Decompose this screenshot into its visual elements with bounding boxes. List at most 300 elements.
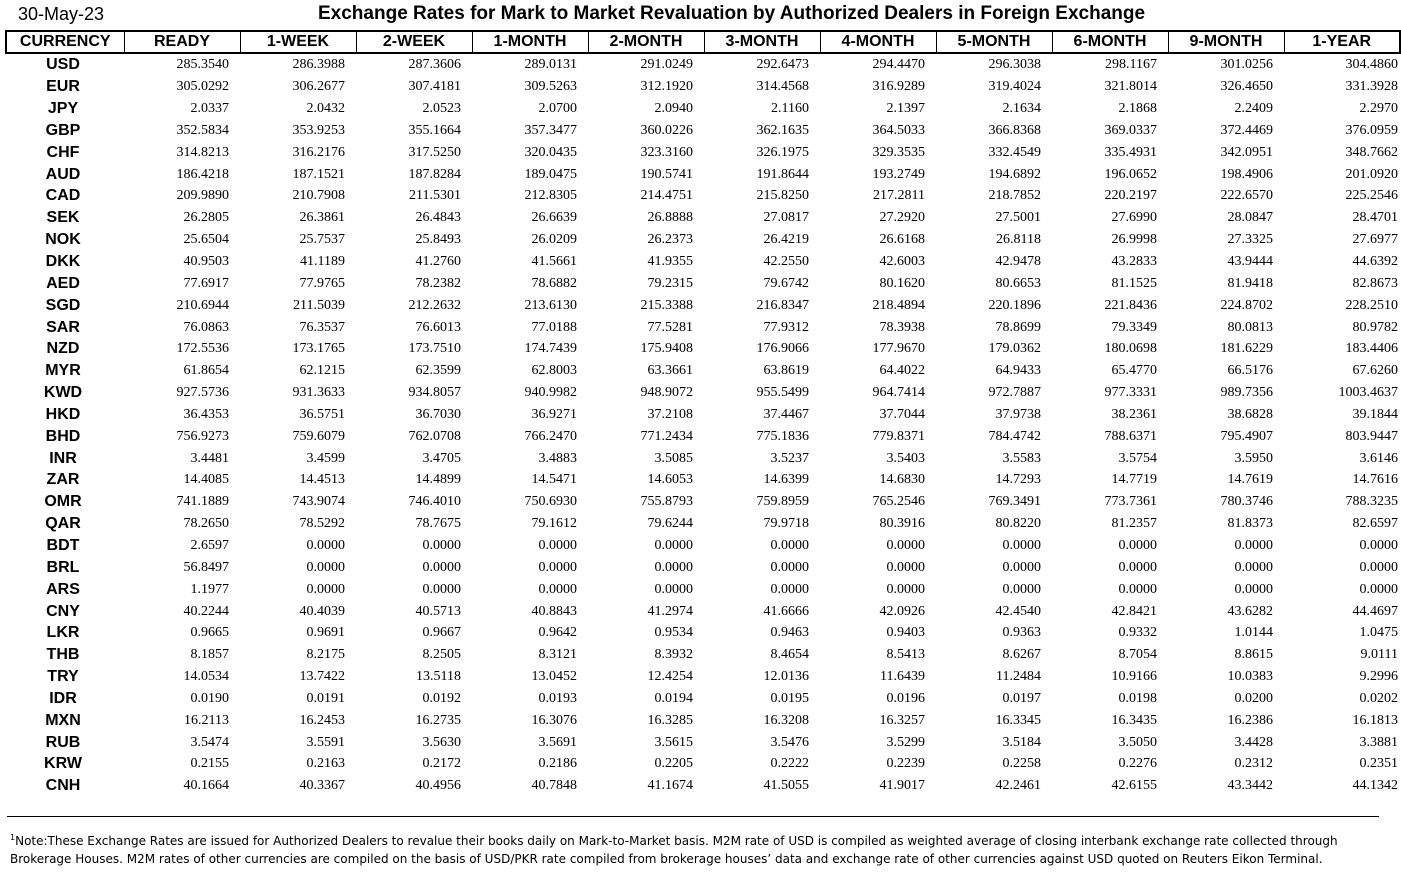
rate-value: 765.2546 xyxy=(872,494,925,510)
currency-code: EUR xyxy=(46,78,80,96)
rate-value: 0.0000 xyxy=(886,537,925,553)
rate-value: 41.6666 xyxy=(763,603,809,619)
rate-value: 0.2258 xyxy=(1002,756,1041,772)
rate-value: 36.7030 xyxy=(415,406,461,422)
rate-value: 0.0198 xyxy=(1118,690,1157,706)
table-row xyxy=(6,382,1400,404)
rate-value: 16.3076 xyxy=(531,712,577,728)
rate-value: 16.2735 xyxy=(415,712,461,728)
rate-value: 803.9447 xyxy=(1345,428,1398,444)
rate-value: 0.0193 xyxy=(538,690,577,706)
currency-code: TRY xyxy=(47,668,79,686)
rate-value: 41.9355 xyxy=(647,254,693,270)
table-row xyxy=(6,360,1400,382)
column-header: 1-MONTH xyxy=(472,31,588,53)
rate-value: 37.7044 xyxy=(879,406,925,422)
table-row xyxy=(6,622,1400,644)
rate-value: 759.8959 xyxy=(756,494,809,510)
column-header: 5-MONTH xyxy=(936,31,1052,53)
rate-value: 14.7616 xyxy=(1352,472,1398,488)
rate-value: 198.4906 xyxy=(1220,166,1273,182)
rate-value: 41.2760 xyxy=(415,254,461,270)
rate-value: 0.0000 xyxy=(1002,581,1041,597)
table-row xyxy=(6,556,1400,578)
rate-value: 3.5476 xyxy=(770,734,809,750)
rate-value: 784.4742 xyxy=(988,428,1041,444)
rate-value: 3.5691 xyxy=(538,734,577,750)
rate-value: 329.3535 xyxy=(872,144,925,160)
rate-value: 44.4697 xyxy=(1352,603,1398,619)
currency-code: SAR xyxy=(46,318,80,336)
rate-value: 2.0523 xyxy=(422,101,461,117)
rate-value: 332.4549 xyxy=(988,144,1041,160)
rate-value: 40.3367 xyxy=(299,778,345,794)
rate-value: 307.4181 xyxy=(408,79,461,95)
rate-value: 62.1215 xyxy=(299,363,345,379)
rate-value: 27.0817 xyxy=(763,210,809,226)
footnote xyxy=(10,829,1372,868)
rate-value: 37.2108 xyxy=(647,406,693,422)
table-row xyxy=(6,775,1400,797)
rate-value: 0.9332 xyxy=(1118,625,1157,641)
rate-value: 13.5118 xyxy=(416,669,461,685)
currency-code: GBP xyxy=(45,121,81,139)
rate-value: 0.2172 xyxy=(422,756,461,772)
footnote-marker: 1 xyxy=(10,833,16,842)
rate-value: 296.3038 xyxy=(988,57,1041,73)
rate-value: 0.9363 xyxy=(1002,625,1041,641)
rate-value: 16.3208 xyxy=(763,712,809,728)
footnote-text: Note:These Exchange Rates are issued for Authorized Dealers to revalue their books daily on Mark-to-Market basis. M2M rate of USD is compiled as weighted average of closing interbank exchange rate collected through Brokerage Houses. M2M rates of other currencies are compiled on the basis of USD/PKR rate compiled from brokerage houses’ data and exchange rate of other currencies against USD quoted on Reuters Eikon Terminal. xyxy=(10,834,1338,866)
currency-code: BDT xyxy=(46,536,80,554)
rate-value: 1.1977 xyxy=(190,581,229,597)
rate-value: 191.8644 xyxy=(756,166,809,182)
rate-value: 14.6399 xyxy=(763,472,809,488)
rate-value: 40.7848 xyxy=(531,778,577,794)
rate-value: 63.3661 xyxy=(647,363,693,379)
rate-value: 3.4599 xyxy=(306,450,345,466)
table-row xyxy=(6,404,1400,426)
rate-value: 0.0000 xyxy=(1118,537,1157,553)
rate-value: 27.2920 xyxy=(879,210,925,226)
rate-value: 65.4770 xyxy=(1111,363,1157,379)
rate-value: 3.5630 xyxy=(422,734,461,750)
rate-value: 2.0337 xyxy=(190,101,229,117)
table-row xyxy=(6,469,1400,491)
rate-value: 0.0192 xyxy=(422,690,461,706)
rate-value: 2.1634 xyxy=(1002,101,1041,117)
rate-value: 40.5713 xyxy=(415,603,461,619)
rate-value: 3.5474 xyxy=(190,734,229,750)
rate-value: 14.4085 xyxy=(183,472,229,488)
rate-value: 369.0337 xyxy=(1104,122,1157,138)
currency-code: JPY xyxy=(47,100,79,118)
table-header xyxy=(6,31,1400,53)
rate-value: 77.5281 xyxy=(647,319,693,335)
rate-value: 78.3938 xyxy=(879,319,925,335)
rate-value: 2.1868 xyxy=(1118,101,1157,117)
currency-code: CNH xyxy=(45,777,81,795)
rate-value: 42.4540 xyxy=(995,603,1041,619)
rate-value: 0.0000 xyxy=(306,537,345,553)
rate-value: 177.9670 xyxy=(872,341,925,357)
rate-value: 11.6439 xyxy=(880,669,925,685)
column-header: READY xyxy=(124,31,240,53)
column-header: 2-MONTH xyxy=(588,31,704,53)
rate-value: 0.0000 xyxy=(770,537,809,553)
rate-value: 316.2176 xyxy=(292,144,345,160)
rate-value: 0.2312 xyxy=(1234,756,1273,772)
rate-value: 40.4039 xyxy=(299,603,345,619)
table-row xyxy=(6,644,1400,666)
exchange-rates-table xyxy=(5,30,1401,797)
rate-value: 81.1525 xyxy=(1111,275,1157,291)
table-row xyxy=(6,185,1400,207)
rate-value: 762.0708 xyxy=(408,428,461,444)
rate-value: 221.8436 xyxy=(1104,297,1157,313)
rate-value: 79.1612 xyxy=(531,516,577,532)
rate-value: 306.2677 xyxy=(292,79,345,95)
column-header: 3-MONTH xyxy=(704,31,820,53)
currency-code: CNY xyxy=(46,602,80,620)
rate-value: 189.0475 xyxy=(524,166,577,182)
currency-code: CAD xyxy=(45,187,81,205)
rate-value: 79.2315 xyxy=(647,275,693,291)
rate-value: 42.8421 xyxy=(1111,603,1157,619)
rate-value: 212.8305 xyxy=(524,188,577,204)
rate-value: 78.2382 xyxy=(415,275,461,291)
rate-value: 14.5471 xyxy=(531,472,577,488)
rate-value: 63.8619 xyxy=(763,363,809,379)
rate-value: 0.2222 xyxy=(770,756,809,772)
rate-value: 80.3916 xyxy=(879,516,925,532)
rate-value: 964.7414 xyxy=(872,385,925,401)
table-row xyxy=(6,753,1400,775)
table-row xyxy=(6,207,1400,229)
rate-value: 0.0000 xyxy=(1234,581,1273,597)
rate-value: 3.4428 xyxy=(1234,734,1273,750)
table-row xyxy=(6,425,1400,447)
page-title: Exchange Rates for Mark to Market Revaluation by Authorized Dealers in Foreign Exchange xyxy=(318,3,1146,24)
rate-value: 3.6146 xyxy=(1359,450,1398,466)
table-body xyxy=(6,53,1400,797)
rate-value: 26.2373 xyxy=(647,232,693,248)
currency-code: NZD xyxy=(46,340,80,358)
rate-value: 8.4654 xyxy=(770,647,809,663)
rate-value: 66.5176 xyxy=(1227,363,1273,379)
currency-code: ARS xyxy=(46,580,80,598)
table-row xyxy=(6,316,1400,338)
currency-code: OMR xyxy=(44,493,82,511)
rate-value: 76.0863 xyxy=(183,319,229,335)
table-row xyxy=(6,53,1400,76)
rate-value: 746.4010 xyxy=(408,494,461,510)
rate-value: 77.0188 xyxy=(531,319,577,335)
currency-code: SGD xyxy=(45,296,81,314)
rate-value: 0.0200 xyxy=(1234,690,1273,706)
rate-value: 224.8702 xyxy=(1220,297,1273,313)
rate-value: 42.0926 xyxy=(879,603,925,619)
rate-value: 42.6155 xyxy=(1111,778,1157,794)
rate-value: 0.0000 xyxy=(306,559,345,575)
rate-value: 3.4883 xyxy=(538,450,577,466)
rate-value: 750.6930 xyxy=(524,494,577,510)
rate-value: 8.2175 xyxy=(306,647,345,663)
rate-value: 209.9890 xyxy=(176,188,229,204)
rate-value: 948.9072 xyxy=(640,385,693,401)
table-row xyxy=(6,687,1400,709)
rate-value: 927.5736 xyxy=(176,385,229,401)
rate-value: 44.1342 xyxy=(1352,778,1398,794)
rate-value: 0.9665 xyxy=(190,625,229,641)
rate-value: 26.6168 xyxy=(879,232,925,248)
rate-value: 3.5403 xyxy=(886,450,925,466)
rate-value: 14.4899 xyxy=(415,472,461,488)
rate-value: 972.7887 xyxy=(988,385,1041,401)
table-row xyxy=(6,163,1400,185)
rate-value: 9.2996 xyxy=(1359,669,1398,685)
rate-value: 36.9271 xyxy=(531,406,577,422)
rate-value: 228.2510 xyxy=(1345,297,1398,313)
rate-value: 79.3349 xyxy=(1111,319,1157,335)
rate-value: 0.0000 xyxy=(422,581,461,597)
rate-value: 1.0144 xyxy=(1234,625,1273,641)
rate-value: 0.0000 xyxy=(654,581,693,597)
rate-value: 0.0000 xyxy=(1002,559,1041,575)
rate-value: 2.1160 xyxy=(771,101,809,117)
rate-value: 287.3606 xyxy=(408,57,461,73)
rate-value: 2.6597 xyxy=(190,537,229,553)
rate-value: 0.0000 xyxy=(654,537,693,553)
rate-value: 25.8493 xyxy=(415,232,461,248)
rate-value: 0.0000 xyxy=(422,559,461,575)
rate-value: 3.5583 xyxy=(1002,450,1041,466)
rate-value: 26.4843 xyxy=(415,210,461,226)
rate-value: 26.8118 xyxy=(996,232,1041,248)
rate-value: 301.0256 xyxy=(1220,57,1273,73)
rate-value: 775.1836 xyxy=(756,428,809,444)
rate-value: 174.7439 xyxy=(524,341,577,357)
rate-value: 222.6570 xyxy=(1220,188,1273,204)
rate-value: 0.0000 xyxy=(1359,559,1398,575)
column-header: 2-WEEK xyxy=(356,31,472,53)
rate-value: 304.4860 xyxy=(1345,57,1398,73)
rate-value: 80.8220 xyxy=(995,516,1041,532)
rate-value: 769.3491 xyxy=(988,494,1041,510)
rate-value: 190.5741 xyxy=(640,166,693,182)
rate-value: 220.1896 xyxy=(988,297,1041,313)
rate-value: 3.4481 xyxy=(190,450,229,466)
column-header: 6-MONTH xyxy=(1052,31,1168,53)
rate-value: 0.0000 xyxy=(538,537,577,553)
rate-value: 320.0435 xyxy=(524,144,577,160)
rate-value: 8.5413 xyxy=(886,647,925,663)
rate-value: 26.2805 xyxy=(183,210,229,226)
rate-value: 16.2113 xyxy=(184,712,229,728)
rate-value: 1.0475 xyxy=(1359,625,1398,641)
rate-value: 0.0197 xyxy=(1002,690,1041,706)
rate-value: 16.3285 xyxy=(647,712,693,728)
rate-value: 28.0847 xyxy=(1227,210,1273,226)
rate-value: 0.0000 xyxy=(1234,537,1273,553)
rate-value: 78.7675 xyxy=(415,516,461,532)
rate-value: 755.8793 xyxy=(640,494,693,510)
rate-value: 187.1521 xyxy=(292,166,345,182)
rate-value: 26.8888 xyxy=(647,210,693,226)
currency-code: IDR xyxy=(49,689,77,707)
rate-value: 934.8057 xyxy=(408,385,461,401)
currency-code: RUB xyxy=(45,733,81,751)
rate-value: 13.7422 xyxy=(299,669,345,685)
rate-value: 213.6130 xyxy=(524,297,577,313)
rate-value: 3.5754 xyxy=(1118,450,1157,466)
rate-value: 0.0000 xyxy=(770,559,809,575)
rate-value: 16.2453 xyxy=(299,712,345,728)
rate-value: 175.9408 xyxy=(640,341,693,357)
rate-value: 317.5250 xyxy=(408,144,461,160)
rate-value: 43.6282 xyxy=(1227,603,1273,619)
rate-value: 77.9312 xyxy=(763,319,809,335)
rate-value: 316.9289 xyxy=(872,79,925,95)
rate-value: 0.2155 xyxy=(190,756,229,772)
rate-value: 43.2833 xyxy=(1111,254,1157,270)
rate-value: 196.0652 xyxy=(1104,166,1157,182)
rate-value: 8.7054 xyxy=(1118,647,1157,663)
table-row xyxy=(6,731,1400,753)
rate-value: 179.0362 xyxy=(988,341,1041,357)
rate-value: 40.8843 xyxy=(531,603,577,619)
rate-value: 0.0000 xyxy=(770,581,809,597)
rate-value: 0.0000 xyxy=(654,559,693,575)
rate-value: 0.0000 xyxy=(1359,581,1398,597)
rate-value: 323.3160 xyxy=(640,144,693,160)
rate-value: 61.8654 xyxy=(183,363,229,379)
rate-value: 217.2811 xyxy=(873,188,925,204)
rate-value: 931.3633 xyxy=(292,385,345,401)
rate-value: 326.4650 xyxy=(1220,79,1273,95)
currency-code: DKK xyxy=(45,253,81,271)
rate-value: 16.2386 xyxy=(1227,712,1273,728)
rate-value: 8.2505 xyxy=(422,647,461,663)
rate-value: 372.4469 xyxy=(1220,122,1273,138)
rate-value: 0.0196 xyxy=(886,690,925,706)
rate-value: 0.0195 xyxy=(770,690,809,706)
rate-value: 319.4024 xyxy=(988,79,1041,95)
rate-value: 0.2205 xyxy=(654,756,693,772)
rate-value: 335.4931 xyxy=(1104,144,1157,160)
rate-value: 42.9478 xyxy=(995,254,1041,270)
rate-value: 2.0700 xyxy=(538,101,577,117)
rate-value: 3.4705 xyxy=(422,450,461,466)
rate-value: 81.2357 xyxy=(1111,516,1157,532)
currency-code: BHD xyxy=(45,427,81,445)
rate-value: 181.6229 xyxy=(1220,341,1273,357)
rate-value: 37.9738 xyxy=(995,406,1041,422)
rate-value: 0.2163 xyxy=(306,756,345,772)
rate-value: 78.2650 xyxy=(183,516,229,532)
rate-value: 27.6977 xyxy=(1352,232,1398,248)
table-row xyxy=(6,338,1400,360)
rate-value: 26.4219 xyxy=(763,232,809,248)
rate-value: 0.9463 xyxy=(770,625,809,641)
rate-value: 0.0191 xyxy=(306,690,345,706)
rate-value: 326.1975 xyxy=(756,144,809,160)
rate-value: 25.6504 xyxy=(183,232,229,248)
currency-code: AUD xyxy=(45,165,81,183)
rate-value: 357.3477 xyxy=(524,122,577,138)
rate-value: 360.0226 xyxy=(640,122,693,138)
rate-value: 218.4894 xyxy=(872,297,925,313)
column-header: 1-YEAR xyxy=(1284,31,1400,53)
rate-value: 292.6473 xyxy=(756,57,809,73)
rate-value: 0.0000 xyxy=(1002,537,1041,553)
currency-code: QAR xyxy=(45,515,81,533)
rate-value: 2.2409 xyxy=(1234,101,1273,117)
rate-value: 42.6003 xyxy=(879,254,925,270)
rate-value: 76.6013 xyxy=(415,319,461,335)
column-header: 4-MONTH xyxy=(820,31,936,53)
rate-value: 0.0000 xyxy=(538,559,577,575)
rate-value: 26.9998 xyxy=(1111,232,1157,248)
rate-value: 16.3435 xyxy=(1111,712,1157,728)
rate-value: 210.7908 xyxy=(292,188,345,204)
table-row xyxy=(6,600,1400,622)
rate-value: 14.7719 xyxy=(1111,472,1157,488)
rate-value: 0.9534 xyxy=(654,625,693,641)
rate-value: 41.5661 xyxy=(531,254,577,270)
rate-value: 26.0209 xyxy=(531,232,577,248)
table-row xyxy=(6,76,1400,98)
rate-value: 3.5184 xyxy=(1002,734,1041,750)
rate-value: 0.2239 xyxy=(886,756,925,772)
rate-value: 14.7293 xyxy=(995,472,1041,488)
rate-value: 180.0698 xyxy=(1104,341,1157,357)
rate-value: 289.0131 xyxy=(524,57,577,73)
rate-value: 9.0111 xyxy=(1360,647,1398,663)
rate-value: 40.9503 xyxy=(183,254,229,270)
header-row xyxy=(6,31,1400,53)
rate-value: 176.9066 xyxy=(756,341,809,357)
table-row xyxy=(6,120,1400,142)
rate-value: 11.2484 xyxy=(996,669,1041,685)
footnote-divider xyxy=(7,816,1379,817)
currency-code: MYR xyxy=(45,362,81,380)
rate-value: 81.8373 xyxy=(1227,516,1273,532)
rate-value: 312.1920 xyxy=(640,79,693,95)
rate-value: 286.3988 xyxy=(292,57,345,73)
currency-code: LKR xyxy=(46,624,80,642)
column-header: 1-WEEK xyxy=(240,31,356,53)
rate-value: 14.4513 xyxy=(299,472,345,488)
rate-value: 955.5499 xyxy=(756,385,809,401)
rate-value: 8.3932 xyxy=(654,647,693,663)
rate-value: 173.1765 xyxy=(292,341,345,357)
rate-value: 0.2351 xyxy=(1359,756,1398,772)
table-row xyxy=(6,272,1400,294)
table-row xyxy=(6,513,1400,535)
currency-code: KRW xyxy=(44,755,82,773)
rate-value: 16.3257 xyxy=(879,712,925,728)
currency-code: HKD xyxy=(45,405,81,423)
rate-value: 214.4751 xyxy=(640,188,693,204)
currency-code: ZAR xyxy=(46,471,80,489)
rate-value: 771.2434 xyxy=(640,428,693,444)
rate-value: 0.0000 xyxy=(1118,581,1157,597)
rate-value: 0.9667 xyxy=(422,625,461,641)
rate-value: 353.9253 xyxy=(292,122,345,138)
rate-value: 0.0000 xyxy=(1118,559,1157,575)
currency-code: INR xyxy=(49,449,77,467)
